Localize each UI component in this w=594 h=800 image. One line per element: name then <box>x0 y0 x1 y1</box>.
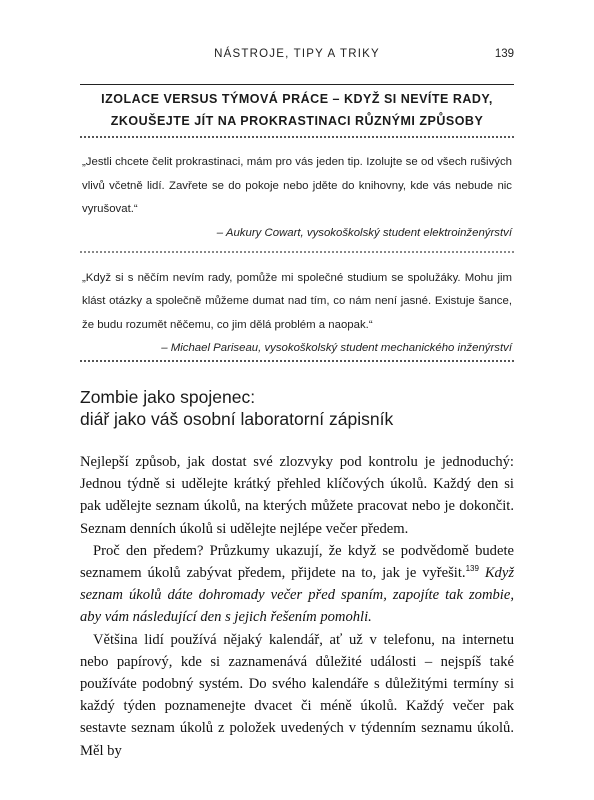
paragraph: Většina lidí používá nějaký kalendář, ať už v telefonu, na internetu nebo papírový, kde si zaznamenává důležité události – nejspíš také používáte podobný systém. Do svého kalendáře s důležitými termíny si každý týden poznamenejte dvacet či méně úkolů. Každý večer pak sestavte seznam úkolů z položek uvedených v týdenním seznamu úkolů. Měl by <box>80 631 514 759</box>
paragraph: Nejlepší způsob, jak dostat své zlozvyky pod kontrolu je jednoduchý: Jednou týdně si udělejte krátký přehled klíčových úkolů. Každý den si pak udělejte seznam úkolů, na kterých můžete pracovat nebo je dokončit. Seznam denních úkolů si udělejte nejlépe večer předem. <box>80 454 514 537</box>
box-title-rule <box>80 136 514 138</box>
paragraph-emphasis: Když seznam úkolů dáte dohromady večer před spaním, zapojíte tak zombie, aby vám následující den s jejich řešením pomohli. <box>80 565 514 626</box>
quote-text: „Když si s něčím nevím rady, pomůže mi společné studium se spolužáky. Mohu jim klást otázky a společně můžeme dumat nad tím, co nám není jasné. Existuje šance, že budu rozumět něčemu, co jim dělá problém a naopak.“ <box>82 271 512 331</box>
box-title-line-1: IZOLACE VERSUS TÝMOVÁ PRÁCE – KDYŽ SI NEVÍTE RADY, <box>101 92 493 106</box>
section-heading <box>80 386 520 430</box>
quote-attribution: – Michael Pariseau, vysokoškolský student mechanického inženýrství <box>161 342 512 354</box>
paragraph-text: Proč den předem? Průzkumy ukazují, že když se podvědomě budete seznamem úkolů zabývat předem, přijdete na to, jak je vyřešit. <box>80 542 514 582</box>
quote-text: „Jestli chcete čelit prokrastinaci, mám pro vás jeden tip. Izolujte se od všech rušivých vlivů včetně lidí. Zavřete se do pokoje nebo jděte do knihovny, kde vás nebude nic vyrušovat.“ <box>82 156 512 215</box>
box-bottom-rule <box>80 360 514 362</box>
paragraph <box>80 540 514 629</box>
quote-attribution: – Aukury Cowart, vysokoškolský student elektroinženýrství <box>216 226 512 239</box>
footnote-marker: 139 <box>465 564 479 574</box>
quote-separator <box>80 251 514 253</box>
section-heading-line-1: Zombie jako spojenec: <box>80 387 256 407</box>
body-text <box>80 451 514 762</box>
box-title-line-2: ZKOUŠEJTE JÍT NA PROKRASTINACI RŮZNÝMI ZPŮSOBY <box>110 114 484 128</box>
box-title <box>80 85 514 136</box>
section-heading-line-2: diář jako váš osobní laboratorní zápisník <box>80 409 394 429</box>
sidebar-box <box>80 84 514 362</box>
running-head: NÁSTROJE, TIPY A TRIKY <box>214 48 380 60</box>
page-number: 139 <box>494 48 514 60</box>
